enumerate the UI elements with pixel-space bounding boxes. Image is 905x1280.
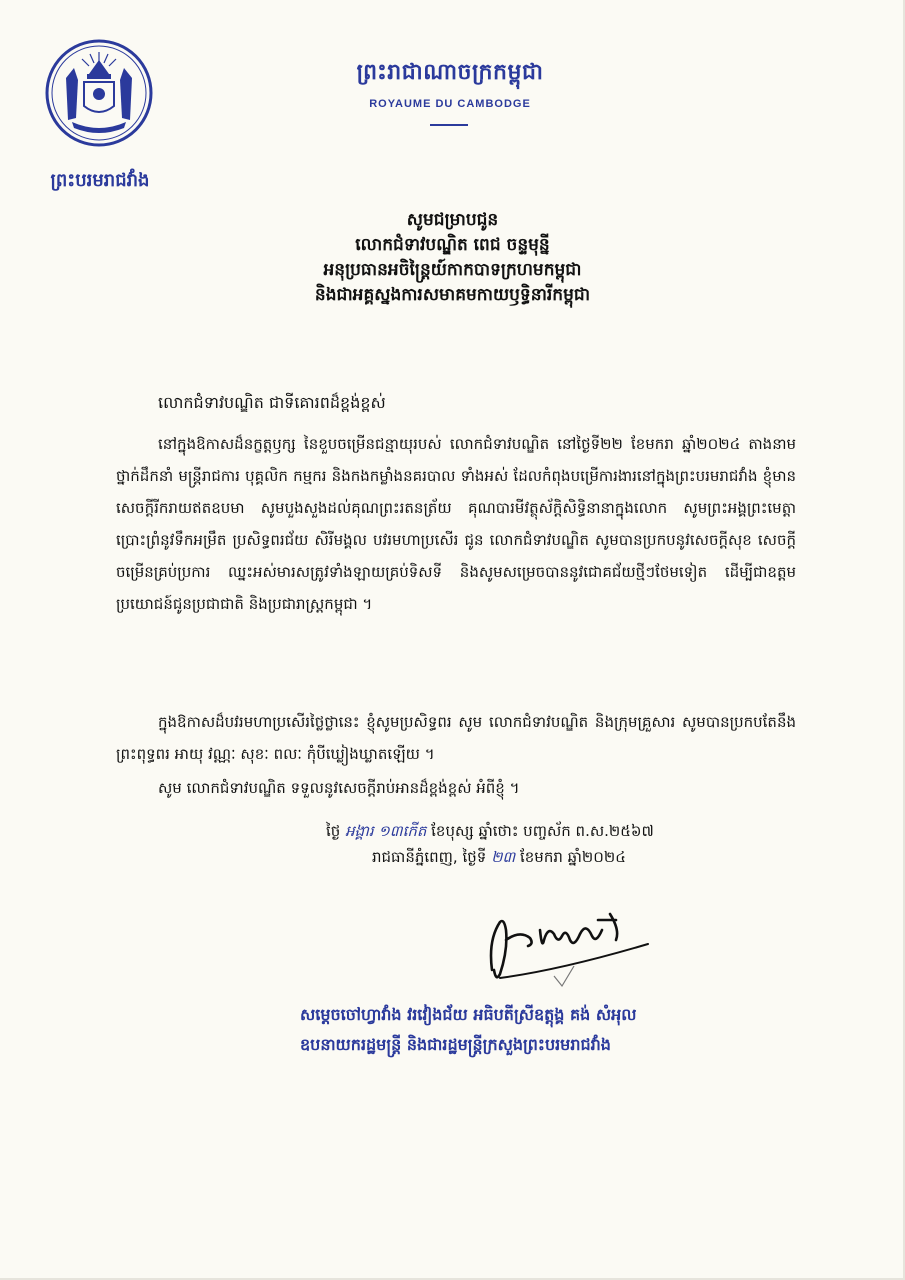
- body-paragraph-3: សូម លោកជំទាវបណ្ឌិត ទទួលនូវសេចក្តីរាប់អានដ៏ខ្ពង់ខ្ពស់ អំពីខ្ញុំ ។: [158, 779, 520, 797]
- kingdom-title-french: ROYAUME DU CAMBODGE: [369, 98, 531, 110]
- signer-block: [300, 1000, 800, 1060]
- solar-date-line: [372, 848, 626, 870]
- recipient-block: [120, 208, 785, 308]
- royal-palace-seal-icon: [44, 38, 154, 148]
- salutation: លោកជំទាវបណ្ឌិត ជាទីគោរពដ៏ខ្ពង់ខ្ពស់: [158, 393, 386, 412]
- recipient-line-2: លោកជំទាវបណ្ឌិត ពេជ ចន្ទមុន្នី: [355, 235, 550, 255]
- seal-caption: ព្រះបរមរាជវាំង: [50, 170, 150, 191]
- lunar-date-line: [326, 822, 654, 844]
- recipient-line-1: សូមជម្រាបជូន: [406, 210, 499, 230]
- header-divider: [430, 124, 468, 126]
- lunar-date-handwritten: អង្គារ ១៣កើត: [345, 822, 427, 840]
- kingdom-title-khmer: ព្រះរាជាណាចក្រកម្ពុជា: [356, 60, 544, 85]
- lunar-date-prefix: ថ្ងៃ: [326, 822, 341, 840]
- recipient-line-3: អនុប្រធានអចិន្ត្រៃយ៍កាកបាទក្រហមកម្ពុជា: [323, 260, 582, 280]
- solar-date-suffix: ខែមករា ឆ្នាំ២០២៤: [520, 848, 626, 866]
- solar-date-handwritten: ២៣: [491, 848, 516, 866]
- body-paragraph-1: នៅក្នុងឱកាសដ៏នក្ខត្តឫក្ស នៃខួបចម្រើនជន្មាយុរបស់ លោកជំទាវបណ្ឌិត នៅថ្ងៃទី២២ ខែមករា ឆ្នាំ២០២៤ តាងនាមថ្នាក់ដឹកនាំ មន្ត្រីរាជការ បុគ្គលិក កម្មករ និងកងកម្លាំងនគរបាល ទាំងអស់ ដែលកំពុងបម្រើការងារនៅក្នុងព្រះបរមរាជវាំង ខ្ញុំមានសេចក្តីរីករាយឥតឧបមា សូមបួងសួងដល់គុណព្រះរតនត្រ័យ គុណបារមីវត្ថុស័ក្តិសិទ្ធិនានាក្នុងលោក សូមព្រះអង្គព្រះមេត្តាប្រោះព្រំនូវទឹកអម្រឹត ប្រសិទ្ធពរជ័យ សិរីមង្គល បវរមហាប្រសើរ ជូន លោកជំទាវបណ្ឌិត សូមបានប្រកបនូវសេចក្តីសុខ សេចក្តីចម្រើនគ្រប់ប្រការ ឈ្នះអស់មារសត្រូវទាំងឡាយគ្រប់ទិសទី និងសូមសម្រេចបាននូវជោគជ័យថ្មីៗថែមទៀត ដើម្បីជាឧត្តមប្រយោជន៍ជូនប្រជាជាតិ និងប្រជារាស្ត្រកម្ពុជា ។: [116, 435, 796, 613]
- solar-date-prefix: រាជធានីភ្នំពេញ, ថ្ងៃទី: [372, 848, 487, 866]
- signer-title: ឧបនាយករដ្ឋមន្ត្រី និងជារដ្ឋមន្ត្រីក្រសួងព្រះបរមរាជវាំង: [300, 1035, 611, 1054]
- body-paragraph-2: ក្នុងឱកាសដ៏បវរមហាប្រសើរថ្លៃថ្លានេះ ខ្ញុំសូមប្រសិទ្ធពរ សូម លោកជំទាវបណ្ឌិត និងក្រុមគ្រួសារ សូមបានប្រកបតែនឹងព្រះពុទ្ធពរ អាយុ វណ្ណៈ សុខៈ ពលៈ កុំបីឃ្លៀងឃ្លាតឡើយ ។: [116, 713, 796, 763]
- signer-name: សម្តេចចៅហ្វាវាំង វរវៀងជ័យ អធិបតីស្រីឧត្ដុង្គ គង់ សំអុល: [300, 1005, 637, 1024]
- handwritten-signature: [470, 900, 670, 990]
- lunar-date-suffix: ខែបុស្ស ឆ្នាំថោះ បញ្ចស័ក ព.ស.២៥៦៧: [431, 822, 654, 840]
- recipient-line-4: និងជាអគ្គស្នងការសមាគមកាយឫទ្ធិនារីកម្ពុជា: [314, 285, 591, 305]
